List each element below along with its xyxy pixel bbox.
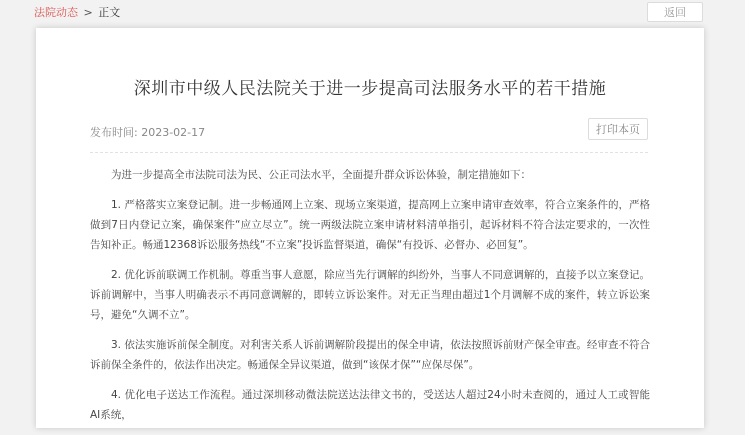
- article-title: 深圳市中级人民法院关于进一步提高司法服务水平的若干措施: [133, 79, 607, 99]
- publish-date: 2023-02-17: [141, 126, 206, 139]
- publish-label: 发布时间:: [90, 126, 138, 139]
- paragraph-1: 1. 严格落实立案登记制。进一步畅通网上立案、现场立案渠道，提高网上立案申请审查效率，符合立案条件的，严格做到7日内登记立案，确保案件“应立尽立”。统一两级法院立案申请材料清单指引，起诉材料不符合法定要求的，一次性告知补正。畅通12368诉讼服务热线“不立案”投诉监督渠道，确保“有投诉、必督办、必回复”。: [90, 199, 650, 251]
- breadcrumb-separator: >: [83, 6, 93, 19]
- back-button[interactable]: 返回: [647, 2, 703, 22]
- publish-info: [90, 124, 205, 140]
- breadcrumb: [34, 4, 120, 20]
- breadcrumb-current: 正文: [98, 6, 121, 19]
- top-bar: [0, 0, 745, 24]
- article-card: [36, 28, 704, 428]
- breadcrumb-link-court-news[interactable]: 法院动态: [34, 6, 78, 19]
- paragraph-intro: 为进一步提高全市法院司法为民、公正司法水平，全面提升群众诉讼体验，制定措施如下：: [111, 169, 531, 181]
- print-button[interactable]: 打印本页: [588, 118, 648, 140]
- paragraph-4: 4. 优化电子送达工作流程。通过深圳移动微法院送达法律文书的，受送达人超过24小时未查阅的，通过人工或智能AI系统，: [90, 389, 650, 421]
- divider: [90, 152, 648, 153]
- paragraph-2: 2. 优化诉前联调工作机制。尊重当事人意愿，除应当先行调解的纠纷外，当事人不同意调解的，直接予以立案登记。诉前调解中，当事人明确表示不再同意调解的，即转立诉讼案件。对无正当理由超过1个月调解不成的案件，转立诉讼案号，避免“久调不立”。: [90, 269, 650, 321]
- paragraph-3: 3. 依法实施诉前保全制度。对利害关系人诉前调解阶段提出的保全申请，依法按照诉前财产保全审查。经审查不符合诉前保全条件的，依法作出决定。畅通保全异议渠道，做到“该保才保”“应保尽保”。: [90, 339, 650, 371]
- article-body: [90, 165, 650, 435]
